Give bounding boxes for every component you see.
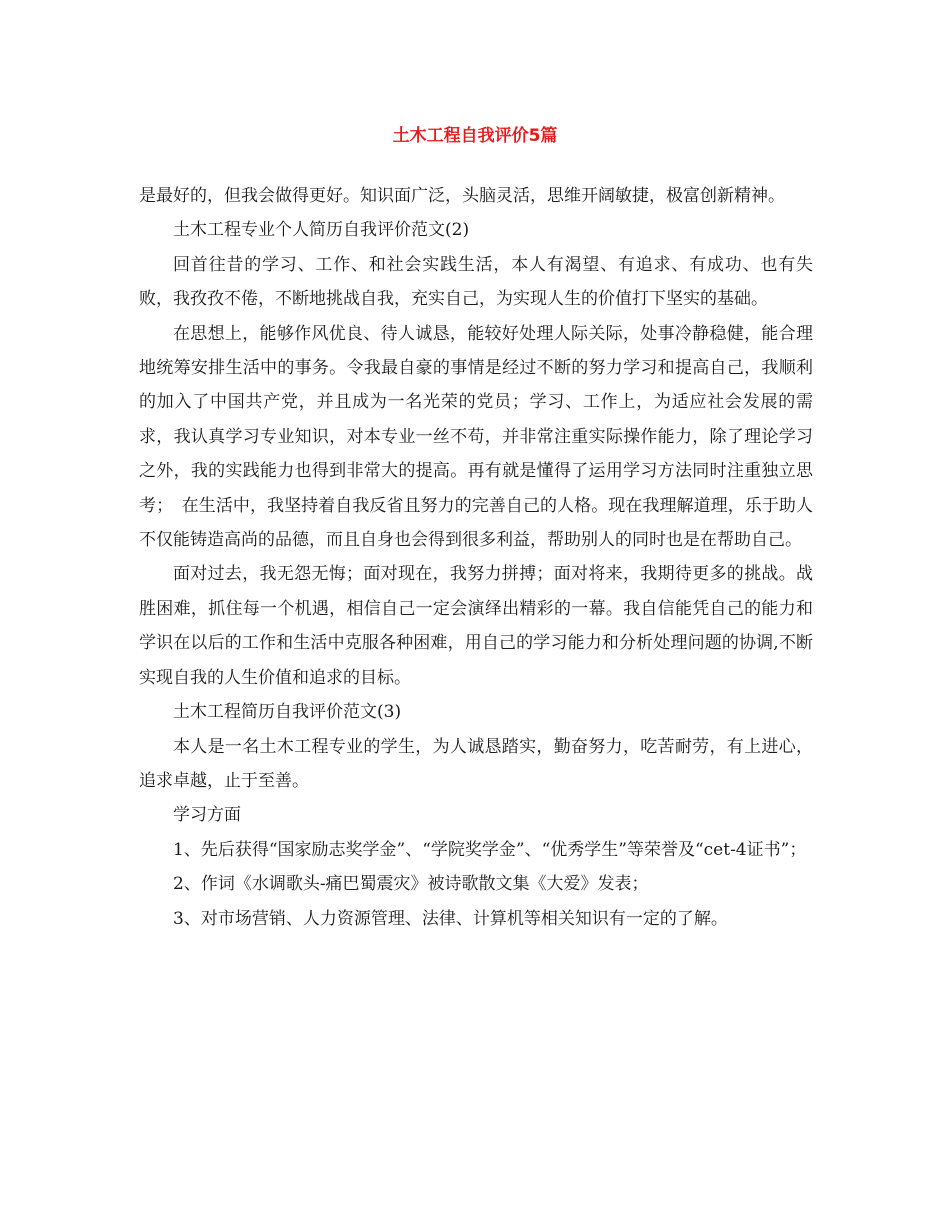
section-heading-3: 土木工程简历自我评价范文(3) xyxy=(173,702,402,723)
paragraph-4: 在思想上，能够作风优良、待人诚恳，能较好处理人际关际，处事冷静稳健，能合理地统筹安排生活中的事务。令我最自豪的事情是经过不断的努力学习和提高自己，我顺利的加入了中国共产党，并且成为一名光荣的党员；学习、工作上，为适应社会发展的需求，我认真学习专业知识，对本专业一丝不苟，并非常注重实际操作能力，除了理论学习之外，我的实践能力也得到非常大的提高。再有就是懂得了运用学习方法同时注重独立思考； 在生活中，我坚持着自我反省且努力的完善自己的人格。现在我理解道理，乐于助人不仅能铸造高尚的品德，而且自身也会得到很多利益，帮助别人的同时也是在帮助自己。 xyxy=(139,323,813,551)
paragraph-1: 是最好的，但我会做得更好。知识面广泛，头脑灵活，思维开阔敏捷，极富创新精神。 xyxy=(139,186,785,206)
paragraph-3: 回首往昔的学习、工作、和社会实践生活，本人有渴望、有追求、有成功、也有失败，我孜孜不倦，不断地挑战自我，充实自己，为实现人生的价值打下坚实的基础。 xyxy=(139,254,813,310)
paragraph-5: 面对过去，我无怨无悔；面对现在，我努力拼搏；面对将来，我期待更多的挑战。战胜困难，抓住每一个机遇，相信自己一定会演绎出精彩的一幕。我自信能凭自己的能力和学识在以后的工作和生活中克服各种困难，用自己的学习能力和分析处理问题的协调,不断实现自我的人生价值和追求的目标。 xyxy=(139,564,813,688)
document-body xyxy=(139,179,813,936)
paragraph-7: 本人是一名土木工程专业的学生，为人诚恳踏实，勤奋努力，吃苦耐劳，有上进心，追求卓越，止于至善。 xyxy=(139,736,813,791)
section-heading-2: 土木工程专业个人简历自我评价范文(2) xyxy=(173,220,470,241)
list-item-3: 3、对市场营销、人力资源管理、法律、计算机等相关知识有一定的了解。 xyxy=(173,908,728,929)
subheading-study: 学习方面 xyxy=(173,805,241,826)
page-title: 土木工程自我评价5篇 xyxy=(392,126,558,146)
list-item-1: 1、先后获得“国家励志奖学金”、“学院奖学金”、“优秀学生”等荣誉及“cet-4证书”； xyxy=(173,839,807,860)
list-item-2: 2、作词《水调歌头-痛巴蜀震灾》被诗歌散文集《大爱》发表； xyxy=(173,874,649,895)
